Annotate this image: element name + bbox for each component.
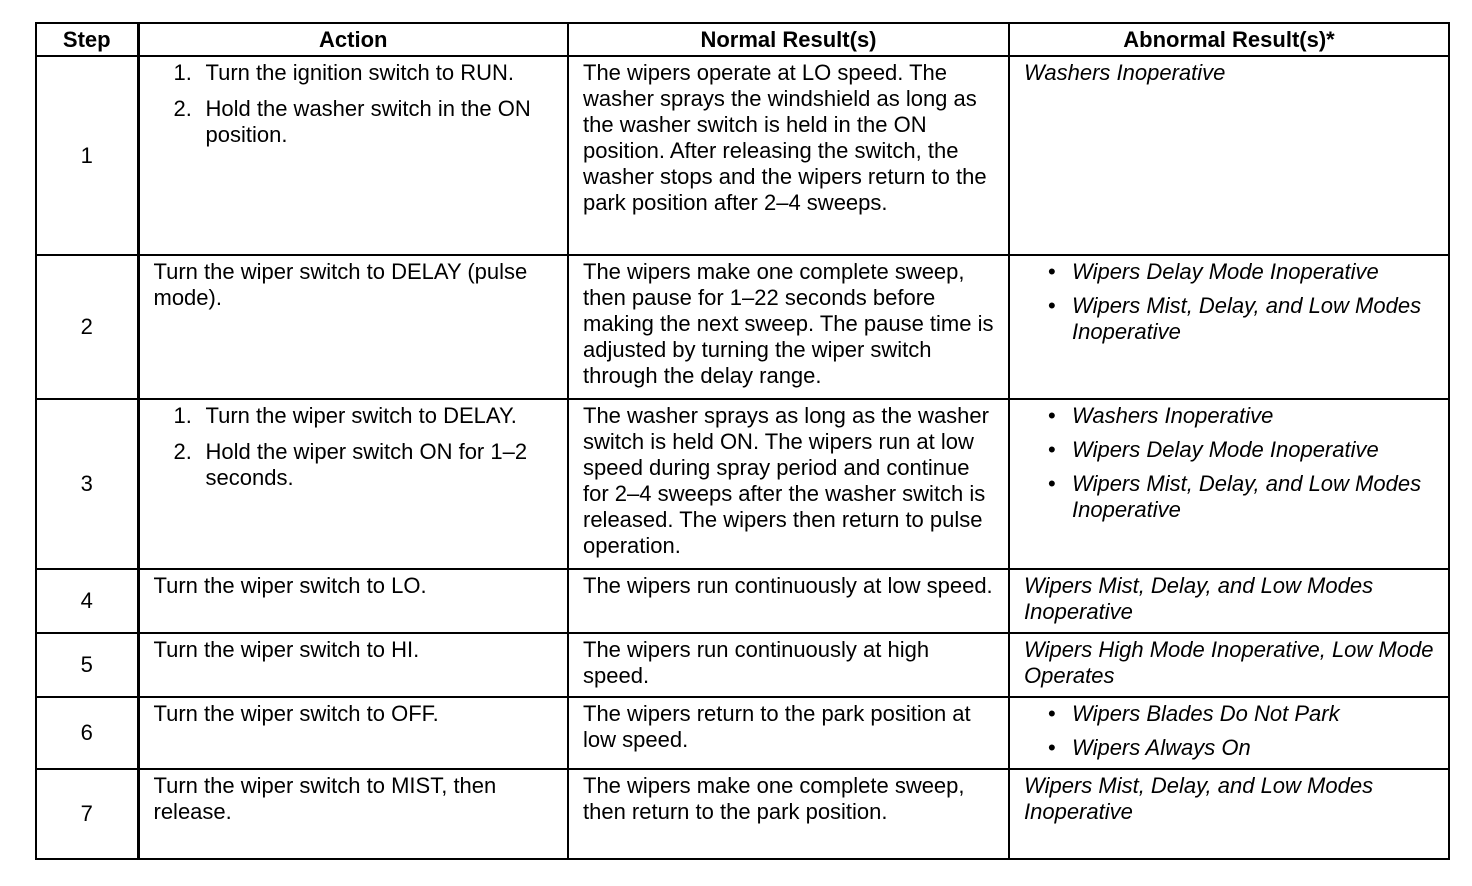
abnormal-list [1024,403,1438,523]
normal-result: The wipers operate at LO speed. The washer sprays the windshield as long as the washer switch is held in the ON position. After releasing the switch, the washer stops and the wipers return to the park position after 2–4 sweeps. [568,56,1009,255]
action-result: Turn the wiper switch to HI. [138,633,568,697]
action-result: Turn the wiper switch to DELAY (pulse mode). [138,255,568,399]
abnormal-item-text: Wipers Delay Mode Inoperative [1072,437,1379,462]
list-item: • Wipers Mist, Delay, and Low Modes Inoperative [1048,471,1422,522]
action-cell [138,56,568,255]
step-number: 7 [36,769,138,859]
list-item: 1. Turn the ignition switch to RUN. [173,60,515,85]
table-row [36,56,1449,255]
table-row [36,769,1449,859]
action-cell [138,399,568,569]
action-list [154,60,556,148]
table-row [36,399,1449,569]
action-item-text: Turn the ignition switch to RUN. [205,60,515,85]
step-number: 4 [36,569,138,633]
list-item: 2. Hold the washer switch in the ON position. [173,96,531,147]
abnormal-cell [1009,255,1449,399]
abnormal-item-text: Wipers Mist, Delay, and Low Modes Inoperative [1072,293,1422,344]
action-result: Turn the wiper switch to LO. [138,569,568,633]
abnormal-cell [1009,399,1449,569]
abnormal-result: Washers Inoperative [1009,56,1449,255]
normal-result: The wipers run continuously at high speed. [568,633,1009,697]
abnormal-cell [1009,697,1449,769]
abnormal-list [1024,259,1438,345]
table-row [36,569,1449,633]
header-normal: Normal Result(s) [568,23,1009,56]
normal-result: The wipers make one complete sweep, then return to the park position. [568,769,1009,859]
header-abnormal: Abnormal Result(s)* [1009,23,1449,56]
action-list [154,403,556,491]
abnormal-item-text: Wipers Mist, Delay, and Low Modes Inoperative [1072,471,1422,522]
action-item-text: Hold the wiper switch ON for 1–2 seconds. [205,439,528,490]
abnormal-item-text: Washers Inoperative [1072,403,1274,428]
table-row [36,255,1449,399]
normal-result: The washer sprays as long as the washer switch is held ON. The wipers run at low speed during spray period and continue for 2–4 sweeps after the washer switch is released. The wipers then return to pulse operation. [568,399,1009,569]
step-number: 2 [36,255,138,399]
header-row [36,23,1449,56]
abnormal-list [1024,701,1438,761]
list-item: • Wipers Always On [1048,735,1251,760]
table-row [36,633,1449,697]
step-number: 1 [36,56,138,255]
list-item: • Wipers Blades Do Not Park [1048,701,1340,726]
step-number: 3 [36,399,138,569]
action-item-text: Hold the washer switch in the ON position. [205,96,531,147]
list-item: • Wipers Delay Mode Inoperative [1048,437,1379,462]
list-item: • Wipers Delay Mode Inoperative [1048,259,1379,284]
header-action: Action [138,23,568,56]
list-item: • Wipers Mist, Delay, and Low Modes Inoperative [1048,293,1422,344]
step-number: 6 [36,697,138,769]
table-row [36,697,1449,769]
list-item: 1. Turn the wiper switch to DELAY. [173,403,517,428]
normal-result: The wipers run continuously at low speed. [568,569,1009,633]
abnormal-item-text: Wipers Always On [1072,735,1251,760]
action-result: Turn the wiper switch to MIST, then release. [138,769,568,859]
abnormal-result: Wipers Mist, Delay, and Low Modes Inoperative [1009,769,1449,859]
normal-result: The wipers make one complete sweep, then pause for 1–22 seconds before making the next sweep. The pause time is adjusted by turning the wiper switch through the delay range. [568,255,1009,399]
diagnostic-table [35,22,1450,860]
action-result: Turn the wiper switch to OFF. [138,697,568,769]
abnormal-result: Wipers Mist, Delay, and Low Modes Inoperative [1009,569,1449,633]
abnormal-item-text: Wipers Delay Mode Inoperative [1072,259,1379,284]
header-step: Step [36,23,138,56]
action-item-text: Turn the wiper switch to DELAY. [205,403,517,428]
list-item: 2. Hold the wiper switch ON for 1–2 seconds. [173,439,528,490]
abnormal-item-text: Wipers Blades Do Not Park [1072,701,1340,726]
step-number: 5 [36,633,138,697]
abnormal-result: Wipers High Mode Inoperative, Low Mode Operates [1009,633,1449,697]
list-item: • Washers Inoperative [1048,403,1274,428]
normal-result: The wipers return to the park position at low speed. [568,697,1009,769]
